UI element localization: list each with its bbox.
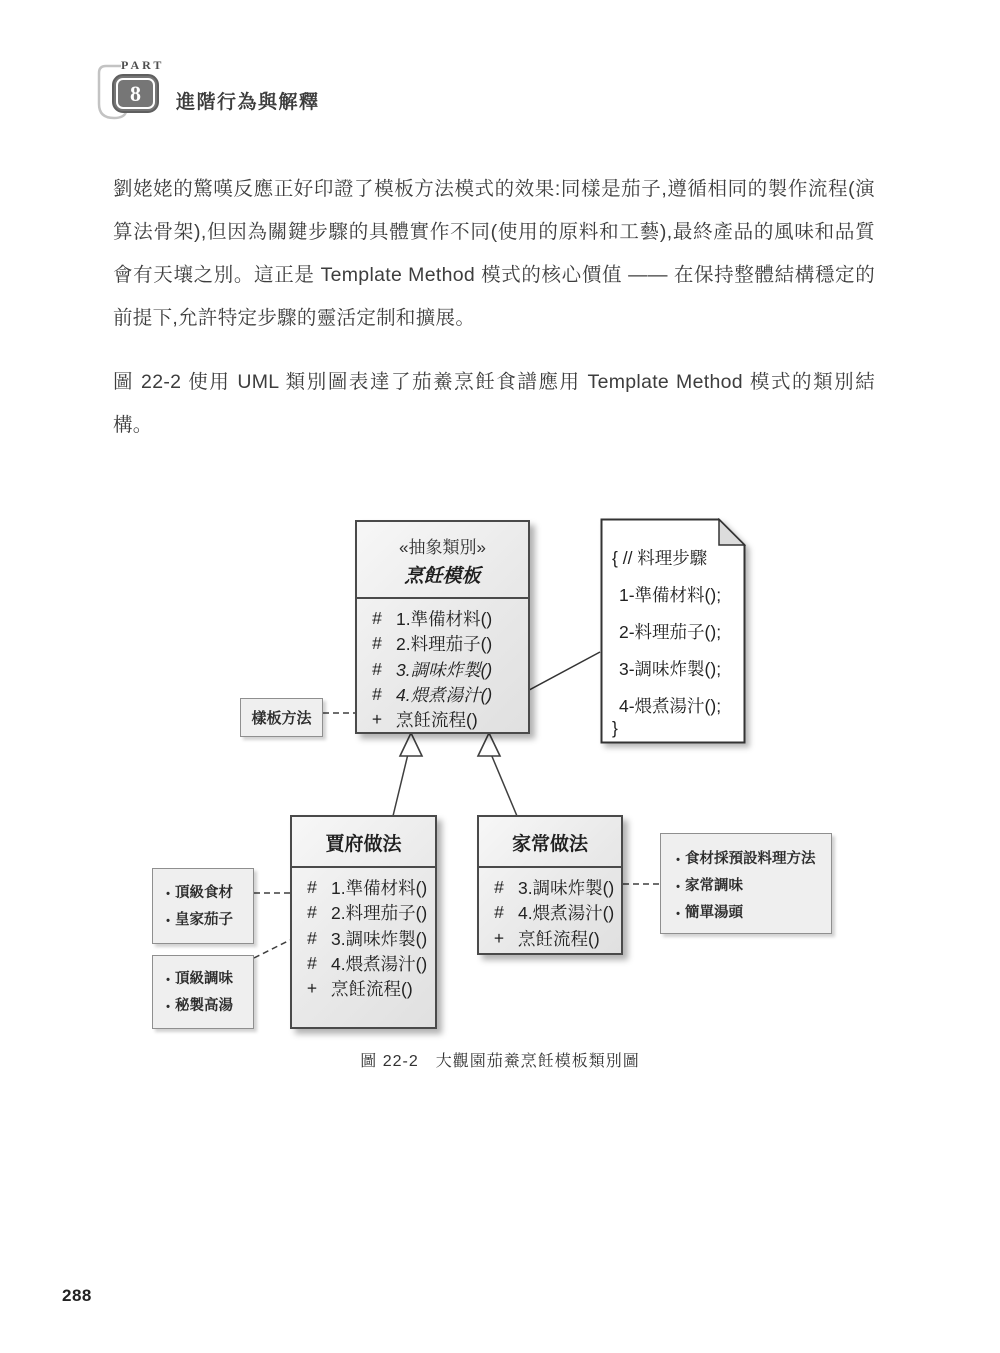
annotation-item <box>161 880 253 907</box>
paragraph: 圖 22-2 使用 UML 類別圖表達了茄鯗烹飪食譜應用 Template Method 模式的類別結構。 <box>113 371 875 436</box>
method-row <box>479 926 621 951</box>
note-line: 4-煨煮湯汁(); <box>619 696 722 716</box>
class-header <box>357 522 528 599</box>
method-label: 烹飪流程() <box>396 710 478 731</box>
method-label: 2.料理茄子() <box>331 903 428 924</box>
visibility-symbol: # <box>372 658 382 679</box>
visibility-symbol: + <box>493 927 505 948</box>
annotation-text: 秘製高湯 <box>175 998 233 1014</box>
method-row <box>357 682 528 707</box>
visibility-symbol: + <box>371 709 383 730</box>
method-label: 3.調味炸製() <box>396 659 493 680</box>
method-label: 3.調味炸製() <box>331 928 428 949</box>
method-row <box>357 631 528 656</box>
visibility-symbol: # <box>494 877 504 898</box>
visibility-symbol: # <box>494 902 504 923</box>
uml-note-cooking-steps <box>600 518 746 744</box>
bullet-icon: • <box>166 888 170 900</box>
page-number: 288 <box>62 1286 92 1305</box>
uml-class-jia-mansion-method <box>290 815 437 1029</box>
note-line: } <box>612 718 618 738</box>
method-row <box>479 900 621 925</box>
annotation-premium-ingredients <box>152 868 254 944</box>
annotation-item <box>161 993 253 1020</box>
class-header <box>292 817 435 868</box>
annotation-item <box>671 900 831 927</box>
annotation-item <box>671 873 831 900</box>
annotation-item <box>161 907 253 934</box>
method-label: 2.料理茄子() <box>396 634 493 655</box>
class-stereotype: «抽象類別» <box>399 538 486 557</box>
annotation-text: 頂級調味 <box>175 971 233 987</box>
method-label: 4.煨煮湯汁() <box>396 685 493 706</box>
annotation-item <box>671 846 831 873</box>
annotation-text: 頂級食材 <box>175 885 233 901</box>
method-row <box>292 900 435 925</box>
class-name: 烹飪模板 <box>404 566 481 587</box>
generalization-arrow-right <box>478 733 500 756</box>
method-row <box>357 707 528 732</box>
bullet-icon: • <box>676 908 680 920</box>
class-name: 賈府做法 <box>325 834 402 855</box>
method-row <box>292 951 435 976</box>
bullet-icon: • <box>676 854 680 866</box>
method-label: 3.調味炸製() <box>518 878 615 899</box>
part-title: 進階行為與解釋 <box>176 92 320 113</box>
bullet-icon: • <box>166 1001 170 1013</box>
visibility-symbol: # <box>372 684 382 705</box>
visibility-symbol: # <box>307 877 317 898</box>
visibility-symbol: # <box>307 927 317 948</box>
part-label: PART <box>121 58 165 72</box>
method-row <box>479 875 621 900</box>
annotation-item <box>161 966 253 993</box>
annotation-text: 家常調味 <box>685 878 743 894</box>
note-fold-corner <box>719 520 745 546</box>
visibility-symbol: + <box>306 978 318 999</box>
method-label: 4.煨煮湯汁() <box>518 903 615 924</box>
method-row <box>357 657 528 682</box>
method-row <box>292 926 435 951</box>
bullet-icon: • <box>166 974 170 986</box>
uml-class-home-style-method <box>477 815 623 955</box>
annotation-premium-seasoning <box>152 955 254 1029</box>
class-name: 家常做法 <box>511 834 588 855</box>
visibility-symbol: # <box>372 608 382 629</box>
visibility-symbol: # <box>372 633 382 654</box>
class-methods <box>479 868 621 951</box>
bullet-icon: • <box>676 881 680 893</box>
template-method-label: 樣板方法 <box>240 698 323 737</box>
method-label: 1.準備材料() <box>396 609 493 630</box>
class-methods <box>292 868 435 1001</box>
annotation-text: 皇家茄子 <box>175 912 233 928</box>
method-label: 4.煨煮湯汁() <box>331 954 428 975</box>
annotation-text: 食材採預設料理方法 <box>685 851 816 867</box>
generalization-arrow-left <box>400 733 422 756</box>
method-label: 1.準備材料() <box>331 878 428 899</box>
part-number: 8 <box>130 80 141 106</box>
note-line: { // 料理步驟 <box>612 548 708 568</box>
note-line: 3-調味炸製(); <box>619 659 722 679</box>
class-methods <box>357 599 528 732</box>
visibility-symbol: # <box>307 953 317 974</box>
note-line: 1-準備材料(); <box>619 585 722 605</box>
class-header <box>479 817 621 868</box>
uml-class-abstract-cooking-template <box>355 520 530 734</box>
method-label: 烹飪流程() <box>518 928 600 949</box>
method-row <box>292 875 435 900</box>
bullet-icon: • <box>166 915 170 927</box>
method-row <box>357 606 528 631</box>
method-row <box>292 976 435 1001</box>
paragraph: 劉姥姥的驚嘆反應正好印證了模板方法模式的效果:同樣是茄子,遵循相同的製作流程(演算法骨架),但因為關鍵步驟的具體實作不同(使用的原料和工藝),最終產品的風味和品質會有天壤之別。這正是 Template Method 模式的核心價值 —— 在保持整體結構穩定的前提下,允許特定步驟的靈活定制和擴展。 <box>113 178 875 329</box>
figure-caption: 圖 22-2 大觀園茄鯗烹飪模板類別圖 <box>360 1053 640 1070</box>
annotation-text: 簡單湯頭 <box>685 905 743 921</box>
method-label: 烹飪流程() <box>331 979 413 1000</box>
note-line: 2-料理茄子(); <box>619 622 722 642</box>
annotation-home-style-details <box>660 833 832 934</box>
visibility-symbol: # <box>307 902 317 923</box>
